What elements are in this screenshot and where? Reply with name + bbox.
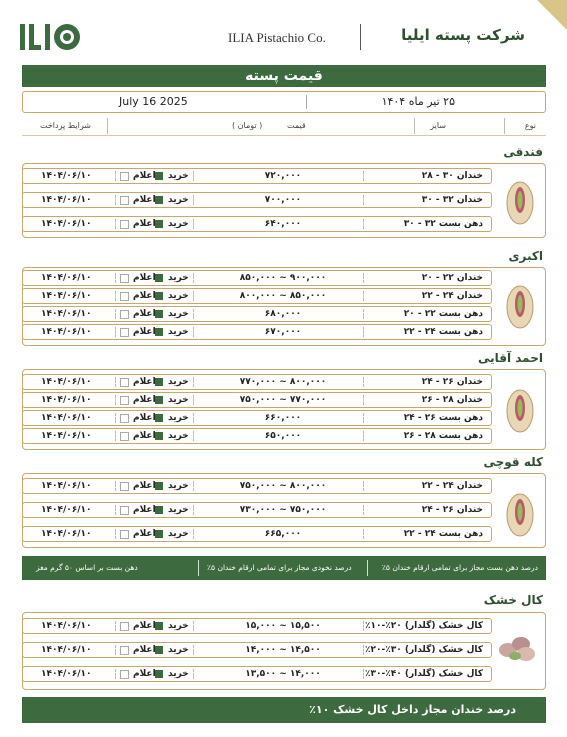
row-size: دهن بست ۲۴ - ۲۲ bbox=[403, 327, 483, 337]
note-1: درصد دهن بست مجاز برای تمامی ارقام خندان ۵٪ bbox=[381, 563, 538, 572]
buy-label: خرید bbox=[168, 481, 189, 491]
row-size: خندان ۲۲ - ۲۰ bbox=[421, 273, 483, 283]
buy-label: خرید bbox=[168, 309, 189, 319]
announce-label: اعلام bbox=[133, 529, 156, 539]
row-payment: ۱۴۰۴/۰۶/۱۰ bbox=[41, 195, 92, 205]
buy-label: خرید bbox=[168, 413, 189, 423]
row-size: خندان ۲۸ - ۲۶ bbox=[421, 395, 483, 405]
row-payment: ۱۴۰۴/۰۶/۱۰ bbox=[41, 219, 92, 229]
announce-label: اعلام bbox=[133, 377, 156, 387]
row-payment: ۱۴۰۴/۰۶/۱۰ bbox=[41, 505, 92, 515]
row-price: ۶۵۰,۰۰۰ bbox=[264, 431, 302, 441]
footer-note: درصد خندان مجاز داخل کال خشک ۱۰٪ bbox=[22, 697, 546, 723]
date-divider bbox=[306, 95, 307, 109]
pistachio-image bbox=[503, 178, 537, 228]
logo bbox=[20, 20, 84, 54]
buy-checkbox[interactable] bbox=[155, 622, 163, 630]
col-unit: ( تومان ) bbox=[232, 121, 263, 130]
row-price: ۷۵۰,۰۰۰ ~ ۷۳۰,۰۰۰ bbox=[239, 505, 327, 515]
row-payment: ۱۴۰۴/۰۶/۱۰ bbox=[41, 171, 92, 181]
buy-label: خرید bbox=[168, 529, 189, 539]
announce-label: اعلام bbox=[133, 481, 156, 491]
buy-checkbox[interactable] bbox=[155, 482, 163, 490]
buy-checkbox[interactable] bbox=[155, 274, 163, 282]
buy-checkbox[interactable] bbox=[155, 196, 163, 204]
price-row bbox=[22, 428, 492, 444]
row-price: ۶۶۵,۰۰۰ bbox=[264, 529, 302, 539]
row-payment: ۱۴۰۴/۰۶/۱۰ bbox=[41, 309, 92, 319]
buy-label: خرید bbox=[168, 291, 189, 301]
row-payment: ۱۴۰۴/۰۶/۱۰ bbox=[41, 481, 92, 491]
row-size: خندان ۲۶ - ۲۴ bbox=[421, 377, 483, 387]
row-price: ۶۶۰,۰۰۰ bbox=[264, 413, 302, 423]
company-name-fa: شرکت پسته ایلیا bbox=[401, 26, 525, 44]
buy-checkbox[interactable] bbox=[155, 670, 163, 678]
row-price: ۸۰۰,۰۰۰ ~ ۷۷۰,۰۰۰ bbox=[239, 377, 327, 387]
announce-label: اعلام bbox=[133, 219, 156, 229]
row-size: خندان ۳۲ - ۳۰ bbox=[421, 195, 483, 205]
buy-label: خرید bbox=[168, 395, 189, 405]
announce-label: اعلام bbox=[133, 645, 156, 655]
buy-label: خرید bbox=[168, 505, 189, 515]
announce-checkbox[interactable] bbox=[120, 220, 129, 229]
note-3: دهن بست بر اساس ۵۰ گرم مغز bbox=[36, 563, 138, 572]
buy-checkbox[interactable] bbox=[155, 328, 163, 336]
row-size: کال خشک (گلدار) ۲۰٪-۱۰٪ bbox=[364, 621, 483, 631]
buy-checkbox[interactable] bbox=[155, 414, 163, 422]
price-row bbox=[22, 526, 492, 542]
pistachio-image bbox=[503, 386, 537, 436]
price-row bbox=[22, 666, 492, 682]
row-price: ۱۴,۰۰۰ ~ ۱۳,۵۰۰ bbox=[245, 669, 321, 679]
row-payment: ۱۴۰۴/۰۶/۱۰ bbox=[41, 291, 92, 301]
announce-label: اعلام bbox=[133, 669, 156, 679]
row-price: ۶۸۰,۰۰۰ bbox=[264, 309, 302, 319]
buy-label: خرید bbox=[168, 219, 189, 229]
row-payment: ۱۴۰۴/۰۶/۱۰ bbox=[41, 431, 92, 441]
row-payment: ۱۴۰۴/۰۶/۱۰ bbox=[41, 621, 92, 631]
announce-checkbox[interactable] bbox=[120, 310, 129, 319]
announce-label: اعلام bbox=[133, 505, 156, 515]
announce-checkbox[interactable] bbox=[120, 530, 129, 539]
row-price: ۶۴۰,۰۰۰ bbox=[264, 219, 302, 229]
row-payment: ۱۴۰۴/۰۶/۱۰ bbox=[41, 395, 92, 405]
row-payment: ۱۴۰۴/۰۶/۱۰ bbox=[41, 529, 92, 539]
category-title: اکبری bbox=[508, 249, 543, 263]
date-bar bbox=[22, 91, 546, 113]
row-price: ۸۰۰,۰۰۰ ~ ۷۵۰,۰۰۰ bbox=[239, 481, 327, 491]
announce-label: اعلام bbox=[133, 621, 156, 631]
price-row bbox=[22, 618, 492, 634]
row-price: ۹۰۰,۰۰۰ ~ ۸۵۰,۰۰۰ bbox=[239, 273, 327, 283]
price-row bbox=[22, 288, 492, 304]
buy-label: خرید bbox=[168, 327, 189, 337]
announce-checkbox[interactable] bbox=[120, 378, 129, 387]
announce-label: اعلام bbox=[133, 395, 156, 405]
row-price: ۷۷۰,۰۰۰ ~ ۷۵۰,۰۰۰ bbox=[239, 395, 327, 405]
price-row bbox=[22, 168, 492, 184]
buy-checkbox[interactable] bbox=[155, 646, 163, 654]
date-en: July 16 2025 bbox=[119, 95, 188, 108]
price-row bbox=[22, 216, 492, 232]
announce-checkbox[interactable] bbox=[120, 622, 129, 631]
announce-checkbox[interactable] bbox=[120, 432, 129, 441]
row-price: ۱۴,۵۰۰ ~ ۱۴,۰۰۰ bbox=[245, 645, 321, 655]
buy-checkbox[interactable] bbox=[155, 172, 163, 180]
price-row bbox=[22, 410, 492, 426]
category-title: کال خشک bbox=[483, 593, 543, 607]
buy-label: خرید bbox=[168, 273, 189, 283]
row-payment: ۱۴۰۴/۰۶/۱۰ bbox=[41, 327, 92, 337]
price-row bbox=[22, 478, 492, 494]
row-size: دهن بست ۳۲ - ۳۰ bbox=[403, 219, 483, 229]
col-size: سایز bbox=[430, 121, 446, 130]
announce-label: اعلام bbox=[133, 273, 156, 283]
row-price: ۱۵,۵۰۰ ~ ۱۵,۰۰۰ bbox=[245, 621, 321, 631]
row-price: ۷۰۰,۰۰۰ bbox=[264, 195, 302, 205]
announce-label: اعلام bbox=[133, 327, 156, 337]
pistachio-image bbox=[503, 282, 537, 332]
pistachio-image bbox=[503, 490, 537, 540]
row-size: خندان ۲۴ - ۲۲ bbox=[421, 291, 483, 301]
announce-label: اعلام bbox=[133, 431, 156, 441]
buy-checkbox[interactable] bbox=[155, 432, 163, 440]
note-2: درصد نخودی مجاز برای تمامی ارقام خندان ۵٪ bbox=[207, 563, 352, 572]
buy-label: خرید bbox=[168, 621, 189, 631]
price-row bbox=[22, 374, 492, 390]
row-price: ۶۷۰,۰۰۰ bbox=[264, 327, 302, 337]
row-payment: ۱۴۰۴/۰۶/۱۰ bbox=[41, 377, 92, 387]
buy-checkbox[interactable] bbox=[155, 220, 163, 228]
row-size: دهن بست ۲۲ - ۲۰ bbox=[403, 309, 483, 319]
announce-checkbox[interactable] bbox=[120, 274, 129, 283]
announce-label: اعلام bbox=[133, 413, 156, 423]
announce-checkbox[interactable] bbox=[120, 670, 129, 679]
buy-checkbox[interactable] bbox=[155, 378, 163, 386]
col-payment: شرایط پرداخت bbox=[40, 121, 91, 130]
buy-checkbox[interactable] bbox=[155, 396, 163, 404]
notes-bar bbox=[22, 556, 546, 580]
row-size: کال خشک (گلدار) ۴۰٪-۳۰٪ bbox=[364, 669, 483, 679]
buy-label: خرید bbox=[168, 645, 189, 655]
buy-label: خرید bbox=[168, 431, 189, 441]
category-title: فندقی bbox=[503, 145, 543, 159]
row-payment: ۱۴۰۴/۰۶/۱۰ bbox=[41, 273, 92, 283]
price-row bbox=[22, 324, 492, 340]
row-size: دهن بست ۲۸ - ۲۶ bbox=[403, 431, 483, 441]
announce-checkbox[interactable] bbox=[120, 292, 129, 301]
buy-checkbox[interactable] bbox=[155, 530, 163, 538]
kal-pistachio-image bbox=[497, 630, 537, 664]
col-price: قیمت bbox=[287, 121, 306, 130]
price-row bbox=[22, 306, 492, 322]
header-divider bbox=[360, 24, 361, 50]
row-size: کال خشک (گلدار) ۳۰٪-۲۰٪ bbox=[364, 645, 483, 655]
price-row bbox=[22, 502, 492, 518]
page-title: قیمت پسته bbox=[22, 65, 546, 87]
announce-checkbox[interactable] bbox=[120, 414, 129, 423]
corner-decoration bbox=[537, 0, 567, 30]
announce-checkbox[interactable] bbox=[120, 396, 129, 405]
col-type: نوع bbox=[524, 121, 536, 130]
category-title: کله قوچی bbox=[483, 455, 543, 469]
row-price: ۷۲۰,۰۰۰ bbox=[264, 171, 302, 181]
row-size: خندان ۳۰ - ۲۸ bbox=[421, 171, 483, 181]
buy-label: خرید bbox=[168, 669, 189, 679]
row-price: ۸۵۰,۰۰۰ ~ ۸۰۰,۰۰۰ bbox=[239, 291, 327, 301]
buy-checkbox[interactable] bbox=[155, 506, 163, 514]
price-row bbox=[22, 270, 492, 286]
announce-checkbox[interactable] bbox=[120, 172, 129, 181]
price-row bbox=[22, 642, 492, 658]
announce-checkbox[interactable] bbox=[120, 328, 129, 337]
announce-label: اعلام bbox=[133, 291, 156, 301]
price-row bbox=[22, 192, 492, 208]
buy-label: خرید bbox=[168, 195, 189, 205]
price-row bbox=[22, 392, 492, 408]
date-fa: ۲۵ تیر ماه ۱۴۰۴ bbox=[381, 95, 455, 108]
announce-label: اعلام bbox=[133, 171, 156, 181]
row-size: خندان ۲۶ - ۲۴ bbox=[421, 505, 483, 515]
buy-label: خرید bbox=[168, 171, 189, 181]
row-size: دهن بست ۲۴ - ۲۲ bbox=[403, 529, 483, 539]
buy-checkbox[interactable] bbox=[155, 310, 163, 318]
announce-checkbox[interactable] bbox=[120, 646, 129, 655]
column-headers bbox=[22, 116, 546, 136]
row-payment: ۱۴۰۴/۰۶/۱۰ bbox=[41, 669, 92, 679]
row-payment: ۱۴۰۴/۰۶/۱۰ bbox=[41, 645, 92, 655]
announce-label: اعلام bbox=[133, 195, 156, 205]
announce-checkbox[interactable] bbox=[120, 482, 129, 491]
row-size: خندان ۲۴ - ۲۲ bbox=[421, 481, 483, 491]
announce-label: اعلام bbox=[133, 309, 156, 319]
category-title: احمد آقایی bbox=[477, 351, 543, 365]
row-payment: ۱۴۰۴/۰۶/۱۰ bbox=[41, 413, 92, 423]
announce-checkbox[interactable] bbox=[120, 196, 129, 205]
buy-label: خرید bbox=[168, 377, 189, 387]
announce-checkbox[interactable] bbox=[120, 506, 129, 515]
buy-checkbox[interactable] bbox=[155, 292, 163, 300]
company-name-en: ILIA Pistachio Co. bbox=[228, 30, 326, 45]
row-size: دهن بست ۲۶ - ۲۴ bbox=[403, 413, 483, 423]
